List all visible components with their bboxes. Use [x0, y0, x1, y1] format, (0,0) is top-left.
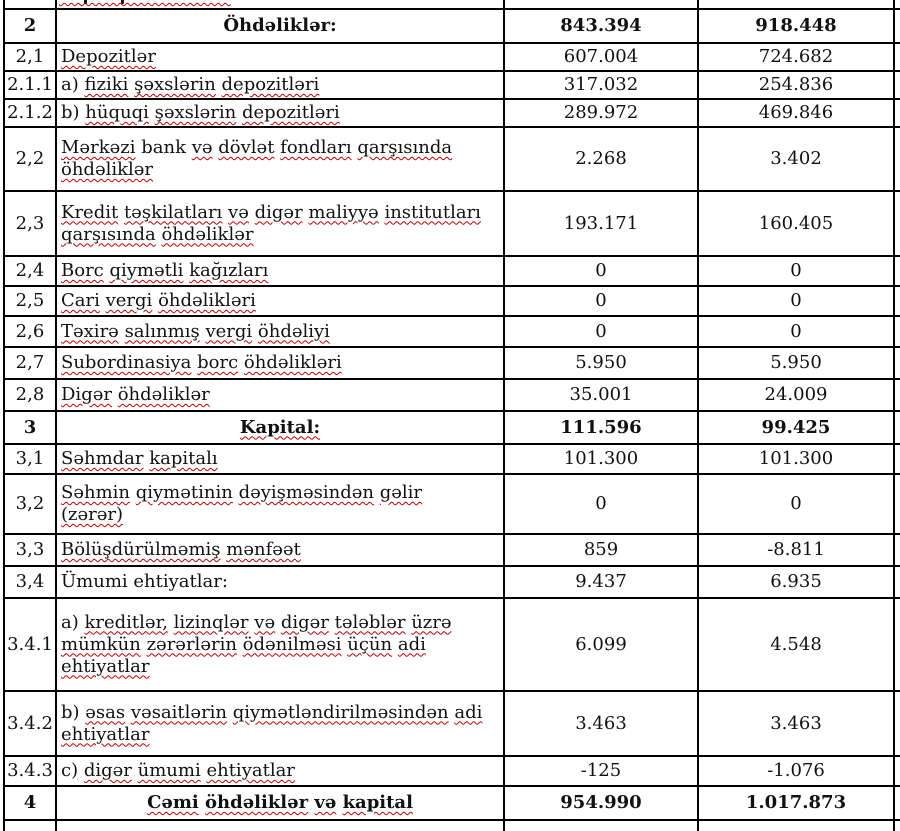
spellchecked-word: əsas — [85, 701, 126, 723]
clipped-column-cell — [894, 444, 900, 474]
row-label: c) digər ümumi ehtiyatlar — [56, 756, 504, 786]
spellchecked-word: borc — [197, 352, 239, 373]
table-row — [4, 286, 900, 316]
spellchecked-word: digər — [254, 201, 303, 223]
spellchecked-word: qiymətləndirilməsindən — [232, 701, 449, 723]
clipped-column-cell — [894, 820, 900, 831]
spellchecked-word: Borc — [61, 260, 104, 281]
row-number: 2,3 — [4, 191, 56, 256]
spellchecked-word: ödənilməsi — [242, 633, 342, 655]
row-number: 2,1 — [4, 43, 56, 71]
spellchecked-word: öhdəliklər — [205, 792, 309, 813]
spellchecked-word: üçün — [347, 633, 393, 655]
value-cell: 111.596 — [504, 411, 698, 444]
row-number: 3,1 — [4, 444, 56, 474]
spellchecked-word: öhdəliklər — [61, 159, 154, 180]
spellchecked-word: Kapital: — [239, 416, 321, 438]
table-row — [4, 444, 900, 474]
row-number: 3,4 — [4, 566, 56, 598]
row-label — [56, 534, 504, 566]
table-row — [4, 474, 900, 534]
value-cell: 317.032 — [504, 71, 698, 99]
balance-sheet-table — [3, 0, 900, 831]
spellchecked-word: öhdəliyi — [257, 320, 330, 342]
row-label — [56, 191, 504, 256]
row-number: 2,4 — [4, 256, 56, 286]
table-row — [4, 598, 900, 691]
row-label — [56, 411, 504, 444]
spellchecked-word: kapitalı — [149, 448, 218, 469]
value-cell: 6.099 — [504, 598, 698, 691]
table-row — [4, 71, 900, 99]
value-cell: 843.394 — [504, 9, 698, 43]
spellchecked-word: dəyişməsindən — [238, 482, 374, 503]
row-label — [56, 820, 504, 831]
spellchecked-word: təşkilatları — [123, 201, 223, 223]
row-number: 3.4.3 — [4, 756, 56, 786]
row-number — [4, 820, 56, 831]
spellchecked-word: kreditlər, — [84, 611, 168, 633]
clipped-column-cell — [894, 786, 900, 820]
spellchecked-word: Bölüşdürülməmiş — [61, 539, 221, 560]
row-label — [56, 379, 504, 411]
value-cell: 918.448 — [698, 9, 894, 43]
clipped-column-cell — [894, 9, 900, 43]
table-row — [4, 411, 900, 444]
value-cell: 954.990 — [504, 786, 698, 820]
value-cell — [698, 820, 894, 831]
value-cell: 0 — [504, 474, 698, 534]
spellchecked-word: Depozitlər — [61, 46, 156, 67]
value-cell: 0 — [698, 474, 894, 534]
row-number — [4, 0, 56, 9]
spellchecked-word: öhdəlikləri — [158, 290, 256, 311]
row-number: 2,6 — [4, 316, 56, 347]
value-cell: 24.009 — [698, 379, 894, 411]
value-cell — [698, 0, 894, 9]
spellchecked-word: və — [314, 792, 337, 813]
clipped-row-top — [4, 0, 900, 9]
value-cell: 6.935 — [698, 566, 894, 598]
clipped-column-cell — [894, 43, 900, 71]
spellchecked-word: üzrə — [411, 611, 452, 633]
spellchecked-word: və — [228, 201, 249, 223]
value-cell: 3.463 — [698, 691, 894, 756]
spellchecked-word: Səhmin — [61, 482, 130, 503]
row-label: a) kreditlər, lizinqlər və digər tələblər üzrə mümkün zərərlərin ödənilməsi üçün adi ehtiyatlar — [56, 598, 504, 691]
spellchecked-word: hüquqi — [85, 102, 149, 123]
value-cell: 0 — [504, 286, 698, 316]
spellchecked-word: qarşısında — [357, 137, 453, 158]
table-row — [4, 9, 900, 43]
value-cell: 724.682 — [698, 43, 894, 71]
clipped-row-bottom — [4, 820, 900, 831]
spellchecked-word: qiymətinin — [135, 482, 233, 503]
spellchecked-word: Subordinasiya — [61, 352, 192, 373]
table-row — [4, 256, 900, 286]
clipped-column-cell — [894, 347, 900, 379]
clipped-column-cell — [894, 534, 900, 566]
value-cell: 1.017.873 — [698, 786, 894, 820]
value-cell: 0 — [698, 286, 894, 316]
row-number: 2,5 — [4, 286, 56, 316]
row-number: 2.1.2 — [4, 99, 56, 127]
table-row — [4, 316, 900, 347]
spellchecked-word: mənfəət — [226, 539, 301, 560]
row-label — [56, 43, 504, 71]
spellchecked-word: lizinqlər — [173, 611, 249, 633]
row-number: 4 — [4, 786, 56, 820]
value-cell: 0 — [504, 256, 698, 286]
clipped-column-cell — [894, 379, 900, 411]
value-cell: 289.972 — [504, 99, 698, 127]
value-cell: 35.001 — [504, 379, 698, 411]
table-row — [4, 99, 900, 127]
spellchecked-word: maliyyə — [308, 201, 379, 223]
table-row — [4, 786, 900, 820]
spellchecked-word: öhdəliklər — [161, 223, 254, 245]
row-number: 2,2 — [4, 127, 56, 191]
value-cell: 607.004 — [504, 43, 698, 71]
row-label: Mərkəzi bank və dövlət fondları qarşısında öhdəliklər — [56, 127, 504, 191]
clipped-column-cell — [894, 71, 900, 99]
table-row — [4, 43, 900, 71]
value-cell: 9.437 — [504, 566, 698, 598]
value-cell: 254.836 — [698, 71, 894, 99]
spellchecked-word: kağızları — [189, 260, 269, 281]
spellchecked-word: digər — [280, 611, 329, 633]
spellchecked-word: Təxirə — [61, 320, 119, 342]
spellchecked-word: (zərər) — [61, 504, 124, 525]
row-label — [56, 444, 504, 474]
table-row — [4, 347, 900, 379]
spellchecked-word: zərərlərin — [146, 633, 237, 655]
spellchecked-word: institutları — [384, 201, 481, 223]
row-label: Öhdəliklər: — [56, 9, 504, 43]
row-label — [56, 286, 504, 316]
cut-off-text-cell — [56, 0, 504, 9]
clipped-column-cell — [894, 191, 900, 256]
row-label: b) əsas vəsaitlərin qiymətləndirilməsindən adi ehtiyatlar — [56, 691, 504, 756]
table-row — [4, 756, 900, 786]
clipped-column-cell — [894, 598, 900, 691]
spellchecked-word: Cəmi — [147, 792, 199, 813]
clipped-column-cell — [894, 756, 900, 786]
clipped-column-cell — [894, 99, 900, 127]
clipped-column-cell — [894, 411, 900, 444]
value-cell: 193.171 — [504, 191, 698, 256]
spellchecked-word: Cari — [61, 290, 100, 311]
spellchecked-word: qarşısında — [61, 223, 156, 245]
row-number: 3 — [4, 411, 56, 444]
spellchecked-word: tələblər — [334, 611, 406, 633]
clipped-column-cell — [894, 0, 900, 9]
spellchecked-word: şəxslərin — [154, 102, 237, 123]
value-cell: 3.402 — [698, 127, 894, 191]
value-cell: 0 — [504, 316, 698, 347]
spellchecked-word: Digər — [61, 384, 112, 405]
row-number: 3.4.1 — [4, 598, 56, 691]
row-number: 2,8 — [4, 379, 56, 411]
spellchecked-word: depozitləri — [221, 74, 320, 95]
value-cell: 101.300 — [698, 444, 894, 474]
clipped-column-cell — [894, 316, 900, 347]
spellchecked-word: fiziki — [84, 74, 129, 95]
clipped-column-cell — [894, 286, 900, 316]
spellchecked-word: mümkün — [61, 633, 141, 655]
value-cell — [504, 0, 698, 9]
cut-off-letter-descender — [84, 0, 87, 4]
row-number: 2 — [4, 9, 56, 43]
spellchecked-word: ehtiyatlar — [61, 655, 150, 677]
value-cell: -1.076 — [698, 756, 894, 786]
cut-off-letter-descender — [121, 0, 124, 4]
value-cell: 5.950 — [698, 347, 894, 379]
row-number: 3,3 — [4, 534, 56, 566]
spellchecked-word: və — [254, 611, 276, 633]
spellchecked-word: vergi — [205, 320, 253, 342]
row-label — [56, 316, 504, 347]
value-cell: 99.425 — [698, 411, 894, 444]
row-number: 3.4.2 — [4, 691, 56, 756]
value-cell: 469.846 — [698, 99, 894, 127]
clipped-column-cell — [894, 127, 900, 191]
spellchecked-word: qiymətli — [109, 260, 184, 281]
spellchecked-word: adi — [454, 701, 483, 723]
spellchecked-word: və — [191, 137, 213, 158]
table-row — [4, 127, 900, 191]
value-cell: 859 — [504, 534, 698, 566]
row-label: b) hüquqi şəxslərin depozitləri — [56, 99, 504, 127]
value-cell — [504, 820, 698, 831]
spellchecked-word: salınmış — [124, 320, 200, 342]
clipped-column-cell — [894, 566, 900, 598]
value-cell: 2.268 — [504, 127, 698, 191]
spellchecked-word: öhdəlikləri — [243, 352, 342, 373]
spellchecked-word: depozitləri — [242, 102, 340, 123]
value-cell: -8.811 — [698, 534, 894, 566]
spellchecked-word: kapital — [342, 792, 413, 813]
row-number: 2,7 — [4, 347, 56, 379]
spellchecked-word: vəsaitlərin — [130, 701, 228, 723]
clipped-column-cell — [894, 691, 900, 756]
table-row — [4, 379, 900, 411]
spellchecked-word: digər — [83, 760, 132, 781]
clipped-column-cell — [894, 474, 900, 534]
spellchecked-word: şəxslərin — [134, 74, 216, 95]
clipped-column-cell — [894, 256, 900, 286]
spellchecked-word: ehtiyatlar — [61, 723, 150, 745]
value-cell: 5.950 — [504, 347, 698, 379]
spellchecked-word: fondları — [280, 137, 352, 158]
spellchecked-word: Mərkəzi — [61, 137, 136, 158]
row-label — [56, 474, 504, 534]
row-label — [56, 786, 504, 820]
spellchecked-word: vergi — [105, 290, 153, 311]
row-number: 3,2 — [4, 474, 56, 534]
value-cell: 101.300 — [504, 444, 698, 474]
spellchecked-word: gəlir — [379, 482, 423, 503]
table-row — [4, 691, 900, 756]
spellchecked-word: Kredit — [61, 201, 119, 223]
value-cell: 3.463 — [504, 691, 698, 756]
value-cell: 160.405 — [698, 191, 894, 256]
row-label: a) fiziki şəxslərin depozitləri — [56, 71, 504, 99]
value-cell: 0 — [698, 316, 894, 347]
spellchecked-word: ümumi — [137, 760, 201, 781]
spellchecked-word: dövlət — [218, 137, 275, 158]
table-row — [4, 191, 900, 256]
row-label — [56, 347, 504, 379]
table-row — [4, 534, 900, 566]
spellchecked-word: Səhmdar — [61, 448, 144, 469]
spellchecked-word: ehtiyatlar — [206, 760, 295, 781]
value-cell: -125 — [504, 756, 698, 786]
row-label: Ümumi ehtiyatlar: — [56, 566, 504, 598]
value-cell: 4.548 — [698, 598, 894, 691]
spellchecked-word: öhdəliklər — [117, 384, 210, 405]
spellchecked-word: adi — [397, 633, 426, 655]
row-number: 2.1.1 — [4, 71, 56, 99]
table-row — [4, 566, 900, 598]
value-cell: 0 — [698, 256, 894, 286]
row-label — [56, 256, 504, 286]
